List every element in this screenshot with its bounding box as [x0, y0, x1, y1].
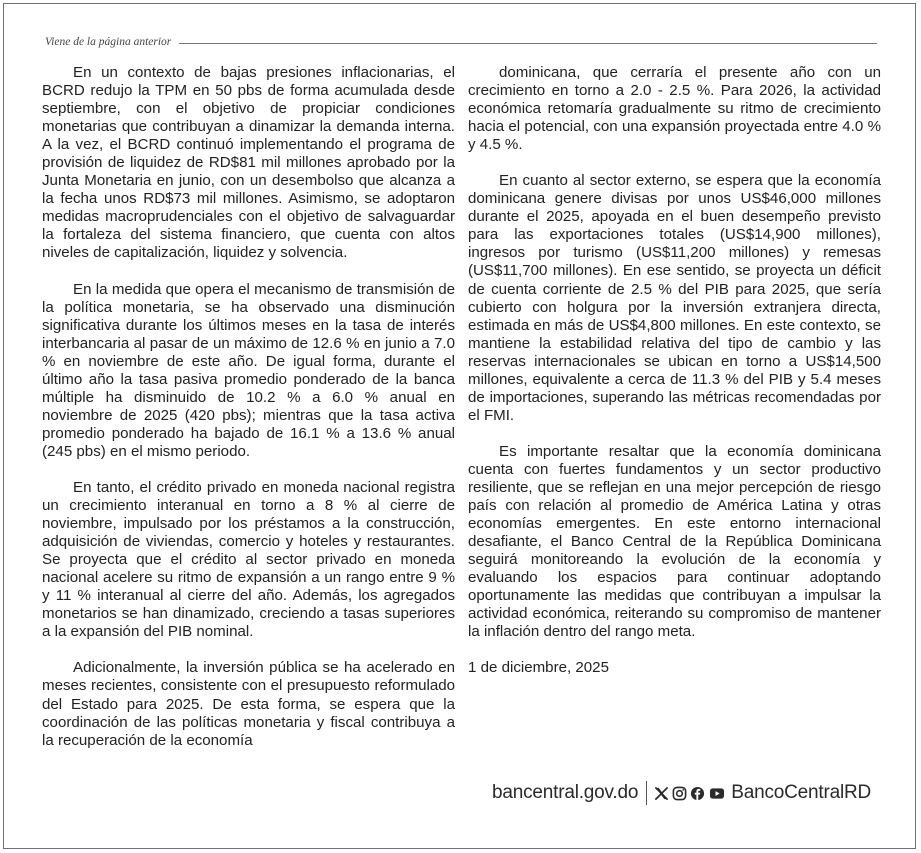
- paragraph-growth-outlook: dominicana, que cerraría el presente año con un crecimiento en torno a 2.0 - 2.5 %. Para 2026, la actividad económica retomaría gradualmente su ritmo de crecimiento hacia el potencial, con una expansión proyectada entre 4.0 % y 4.5 %.: [468, 64, 881, 154]
- social-handle[interactable]: BancoCentralRD: [731, 782, 872, 803]
- footer-contact: [492, 779, 871, 807]
- paragraph-monetary-policy: En un contexto de bajas presiones inflacionarias, el BCRD redujo la TPM en 50 pbs de forma acumulada desde septiembre, con el objetivo de propiciar condiciones monetarias que contribuyan a dinamizar la demanda interna. A la vez, el BCRD continuó implementando el programa de provisión de liquidez de RD$81 mil millones aprobado por la Junta Monetaria en junio, con un desembolso que alcanza a la fecha unos RD$73 mil millones. Asimismo, se adoptaron medidas macroprudenciales con el objetivo de salvaguardar la fortaleza del sistema financiero, que cuenta con altos niveles de capitalización, liquidez y solvencia.: [42, 64, 455, 262]
- paragraph-private-credit: En tanto, el crédito privado en moneda nacional registra un crecimiento interanual en torno a 8 % al cierre de noviembre, impulsado por los préstamos a la construcción, adquisición de viviendas, comercio y hoteles y restaurantes. Se proyecta que el crédito al sector privado en moneda nacional acelere su ritmo de expansión a un rango entre 9 % y 11 % interanual al cierre del año. Además, los agregados monetarios se han dinamizado, creciendo a tasas superiores a la expansión del PIB nominal.: [42, 478, 455, 641]
- continued-from-header: [45, 36, 877, 48]
- left-column: [42, 64, 455, 750]
- header-rule: [179, 43, 877, 44]
- x-icon[interactable]: [654, 786, 669, 801]
- paragraph-public-investment: Adicionalmente, la inversión pública se ha acelerado en meses recientes, consistente con el presupuesto reformulado del Estado para 2025. De esta forma, se espera que la coordinación de las políticas monetaria y fiscal contribuya a la recuperación de la economía: [42, 659, 455, 749]
- footer-divider: [646, 781, 647, 805]
- instagram-icon[interactable]: [672, 786, 687, 801]
- right-column: [468, 64, 881, 677]
- youtube-icon[interactable]: [708, 786, 726, 801]
- paragraph-interest-rates: En la medida que opera el mecanismo de transmisión de la política monetaria, se ha observado una disminución significativa durante los últimos meses en la tasa de interés interbancaria al pasar de un máximo de 12.6 % en junio a 7.0 % en noviembre de este año. De igual forma, durante el último año la tasa pasiva promedio ponderado de la banca múltiple ha disminuido de 10.2 % a 6.0 % anual en noviembre de 2025 (420 pbs); mientras que la tasa activa promedio ponderado ha bajado de 16.1 % a 13.6 % anual (245 pbs) en el mismo periodo.: [42, 280, 455, 460]
- website-link[interactable]: bancentral.gov.do: [492, 782, 639, 803]
- publication-date: 1 de diciembre, 2025: [468, 659, 609, 677]
- paragraph-external-sector: En cuanto al sector externo, se espera que la economía dominicana genere divisas por unos US$46,000 millones durante el 2025, apoyada en el buen desempeño previsto para las exportaciones totales (US$14,900 millones), ingresos por turismo (US$11,200 millones) y remesas (US$11,700 millones). En ese sentido, se proyecta un déficit de cuenta corriente de 2.5 % del PIB para 2025, que sería cubierto con holgura por la inversión extranjera directa, estimada en más de US$4,800 millones. En este contexto, se mantiene la estabilidad relativa del tipo de cambio y las reservas internacionales se ubican en torno a US$14,500 millones, equivalente a cerca de 11.3 % del PIB y 5.4 meses de importaciones, superando las métricas recomendadas por el FMI.: [468, 172, 881, 424]
- paragraph-fundamentals: Es importante resaltar que la economía dominicana cuenta con fuertes fundamentos y un sector productivo resiliente, que se reflejan en una mejor percepción de riesgo país con relación al promedio de América Latina y otras economías emergentes. En este entorno internacional desafiante, el Banco Central de la República Dominicana seguirá monitoreando la evolución de la economía y evaluando los espacios para continuar adoptando oportunamente las medidas que contribuyan a impulsar la actividad económica, reiterando su compromiso de mantener la inflación dentro del rango meta.: [468, 442, 881, 641]
- facebook-icon[interactable]: [690, 786, 705, 801]
- continued-from-text: Viene de la página anterior: [45, 36, 172, 48]
- social-icons: [654, 786, 726, 801]
